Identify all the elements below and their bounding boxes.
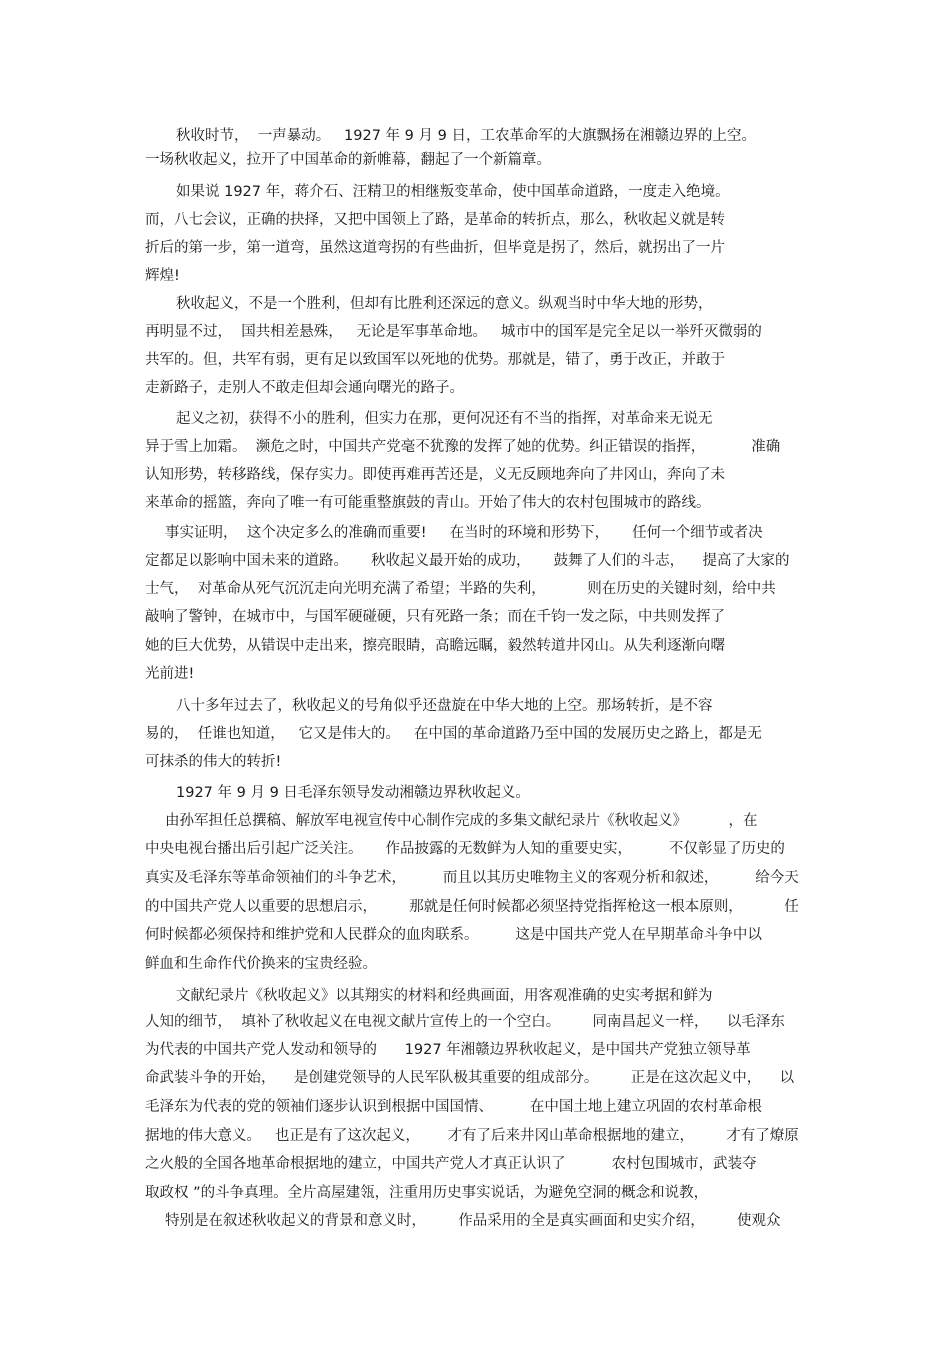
- text-line: 定都足以影响中国未来的道路。 秋收起义最开始的成功， 鼓舞了人们的斗志， 提高了大家的: [145, 553, 790, 569]
- text-line: 鲜血和生命作代价换来的宝贵经验。: [145, 956, 377, 972]
- text-line: 认知形势，转移路线，保存实力。即使再难再苦还是，义无反顾地奔向了井冈山，奔向了未: [145, 467, 725, 483]
- text-line: 何时候都必须保持和维护党和人民群众的血肉联系。 这是中国共产党人在早期革命斗争中以: [145, 927, 762, 943]
- text-line: 辉煌!: [145, 268, 180, 284]
- text-line: 秋收时节， 一声暴动。 1927 年 9 月 9 日，工农革命军的大旗飘扬在湘赣边界的上空。: [176, 128, 756, 144]
- text-line: 而，八七会议，正确的抉择，又把中国领上了路，是革命的转折点，那么，秋收起义就是转: [145, 212, 725, 228]
- text-line: 据地的伟大意义。 也正是有了这次起义， 才有了后来井冈山革命根据地的建立， 才有了燎原: [145, 1128, 799, 1144]
- text-line: 命武装斗争的开始， 是创建党领导的人民军队极其重要的组成部分。 正是在这次起义中， 以: [145, 1070, 795, 1086]
- text-line: 取政权 ”的斗争真理。全片高屋建瓴，注重用历史事实说话，为避免空洞的概念和说教，: [145, 1185, 709, 1201]
- text-line: 为代表的中国共产党人发动和领导的 1927 年湘赣边界秋收起义，是中国共产党独立领导革: [145, 1042, 751, 1058]
- text-line: 士气， 对革命从死气沉沉走向光明充满了希望；半路的失利， 则在历史的关键时刻，给中共: [145, 581, 776, 597]
- text-line: 易的， 任谁也知道， 它又是伟大的。 在中国的革命道路乃至中国的发展历史之路上，都是无: [145, 726, 762, 742]
- text-line: 特别是在叙述秋收起义的背景和意义时， 作品采用的全是真实画面和史实介绍， 使观众: [165, 1213, 781, 1229]
- text-line: 1927 年 9 月 9 日毛泽东领导发动湘赣边界秋收起义。: [176, 785, 530, 801]
- text-line: 由孙军担任总撰稿、解放军电视宣传中心制作完成的多集文献纪录片《秋收起义》 ，在: [165, 813, 758, 829]
- text-line: 敲响了警钟，在城市中，与国军硬碰硬，只有死路一条；而在千钧一发之际，中共则发挥了: [145, 609, 725, 625]
- text-line: 人知的细节， 填补了秋收起义在电视文献片宣传上的一个空白。 同南昌起义一样， 以毛泽东: [145, 1014, 785, 1030]
- text-line: 来革命的摇篮，奔向了唯一有可能重整旗鼓的青山。开始了伟大的农村包围城市的路线。: [145, 495, 711, 511]
- text-line: 折后的第一步，第一道弯，虽然这道弯拐的有些曲折，但毕竟是拐了，然后，就拐出了一片: [145, 240, 725, 256]
- text-line: 可抹杀的伟大的转折!: [145, 754, 282, 770]
- text-line: 如果说 1927 年，蒋介石、汪精卫的相继叛变革命，使中国革命道路，一度走入绝境。: [176, 184, 730, 200]
- text-line: 真实及毛泽东等革命领袖们的斗争艺术， 而且以其历史唯物主义的客观分析和叙述， 给今天: [145, 870, 799, 886]
- text-line: 之火般的全国各地革命根据地的建立，中国共产党人才真正认识了 农村包围城市，武装夺: [145, 1156, 757, 1172]
- text-line: 中央电视台播出后引起广泛关注。 作品披露的无数鲜为人知的重要史实， 不仅彰显了历史的: [145, 841, 785, 857]
- text-line: 一场秋收起义，拉开了中国革命的新帷幕，翻起了一个新篇章。: [145, 152, 551, 168]
- text-line: 毛泽东为代表的党的领袖们逐步认识到根据中国国情、 在中国土地上建立巩固的农村革命根: [145, 1099, 762, 1115]
- text-line: 八十多年过去了，秋收起义的号角似乎还盘旋在中华大地的上空。那场转折，是不容: [176, 698, 713, 714]
- text-line: 共军的。但，共军有弱，更有足以致国军以死地的优势。那就是，错了，勇于改正，并敢于: [145, 352, 725, 368]
- text-line: 起义之初，获得不小的胜利，但实力在那，更何况还有不当的指挥，对革命来无说无: [176, 411, 713, 427]
- text-line: 再明显不过， 国共相差悬殊， 无论是军事革命地。 城市中的国军是完全足以一举歼灭微弱的: [145, 324, 762, 340]
- text-line: 走新路子，走别人不敢走但却会通向曙光的路子。: [145, 380, 464, 396]
- text-line: 秋收起义，不是一个胜利，但却有比胜利还深远的意义。纵观当时中华大地的形势，: [176, 296, 713, 312]
- text-line: 文献纪录片《秋收起义》以其翔实的材料和经典画面，用客观准确的史实考据和鲜为: [176, 988, 713, 1004]
- text-line: 光前进!: [145, 666, 195, 682]
- text-line: 的中国共产党人以重要的思想启示， 那就是任何时候都必须坚持党指挥枪这一根本原则， 任: [145, 899, 799, 915]
- text-line: 她的巨大优势，从错误中走出来，擦亮眼睛，高瞻远瞩，毅然转道井冈山。从失利逐渐向曙: [145, 638, 725, 654]
- text-line: 事实证明， 这个决定多么的准确而重要! 在当时的环境和形势下， 任何一个细节或者决: [165, 525, 763, 541]
- text-line: 异于雪上加霜。 濒危之时，中国共产党毫不犹豫的发挥了她的优势。纠正错误的指挥， 准确: [145, 439, 781, 455]
